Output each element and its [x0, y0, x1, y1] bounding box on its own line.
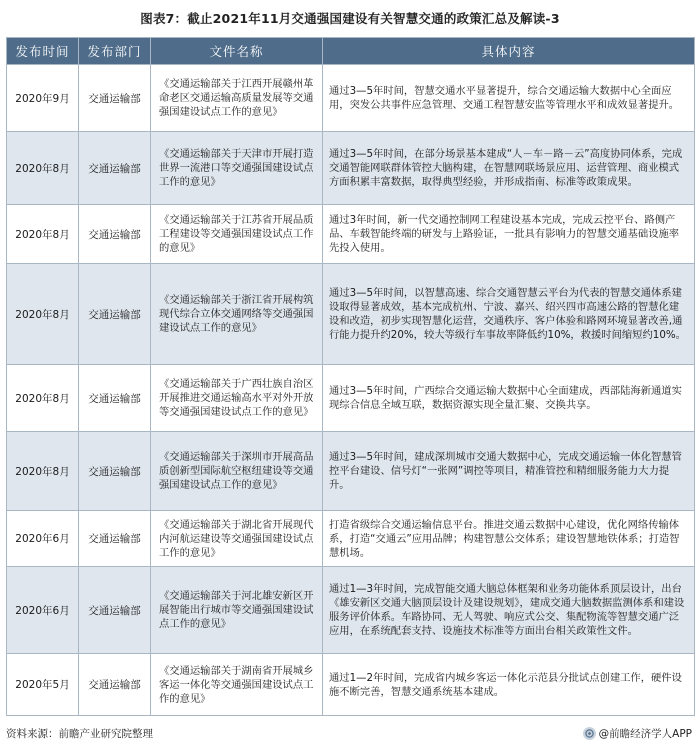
row-name: 《交通运输部关于江苏省开展品质工程建设等交通强国建设试点工作的意见》 — [151, 205, 323, 264]
row-date: 2020年5月 — [7, 654, 79, 716]
row-dept: 交通运输部 — [79, 132, 151, 205]
row-date: 2020年6月 — [7, 511, 79, 567]
row-date: 2020年6月 — [7, 567, 79, 654]
row-dept: 交通运输部 — [79, 567, 151, 654]
table-header-row — [7, 38, 695, 65]
row-content: 通过3—5年时间，在部分场景基本建成“人－车－路－云”高度协同体系，完成交通智能网联群体管控大脑构建，在智慧网联场景应用、运营管理、商业模式方面积累丰富数据，取得典型经验，并形成指南、标准等政策成果。 — [323, 132, 695, 205]
row-content: 打造省级综合交通运输信息平台。推进交通云数据中心建设，优化网络传输体系，打造“交通云”应用品牌；构建智慧公交体系；建设智慧地铁体系；打造智慧机场。 — [323, 511, 695, 567]
row-name: 《交通运输部关于深圳市开展高品质创新型国际航空枢纽建设等交通强国建设试点工作的意见》 — [151, 432, 323, 511]
row-content: 通过1—2年时间，完成省内城乡客运一体化示范县分批试点创建工作，硬件设施不断完善，智慧交通系统基本建成。 — [323, 654, 695, 716]
header-content: 具体内容 — [323, 38, 695, 65]
row-content: 通过3年时间，新一代交通控制网工程建设基本完成，完成云控平台、路侧产品、车载智能终端的研发与上路验证，一批具有影响力的智慧交通基础设施率先投入使用。 — [323, 205, 695, 264]
row-dept: 交通运输部 — [79, 511, 151, 567]
header-dept: 发布部门 — [79, 38, 151, 65]
row-date: 2020年8月 — [7, 205, 79, 264]
source-note: 资料来源：前瞻产业研究院整理 — [6, 727, 153, 740]
row-name: 《交通运输部关于河北雄安新区开展智能出行城市等交通强国建设试点工作的意见》 — [151, 567, 323, 654]
row-dept: 交通运输部 — [79, 264, 151, 365]
row-date: 2020年8月 — [7, 432, 79, 511]
table-row — [7, 132, 695, 205]
brand-credit — [583, 726, 692, 741]
table-row — [7, 511, 695, 567]
row-name: 《交通运输部关于湖南省开展城乡客运一体化等交通强国建设试点工作的意见》 — [151, 654, 323, 716]
chart-title: 图表7：截止2021年11月交通强国建设有关智慧交通的政策汇总及解读-3 — [140, 11, 560, 26]
row-dept: 交通运输部 — [79, 654, 151, 716]
table-row — [7, 65, 695, 132]
qianzhan-logo-icon — [583, 727, 596, 740]
row-dept: 交通运输部 — [79, 65, 151, 132]
header-name: 文件名称 — [151, 38, 323, 65]
row-content: 通过3—5年时间，智慧交通水平显著提升，综合交通运输大数据中心全面应用，突发公共事件应急管理、交通工程智慧安监等管理水平和成效显著提升。 — [323, 65, 695, 132]
table-row — [7, 654, 695, 716]
row-date: 2020年8月 — [7, 264, 79, 365]
row-content: 通过3—5年时间，以智慧高速、综合交通智慧云平台为代表的智慧交通体系建设取得显著成效，基本完成杭州、宁波、嘉兴、绍兴四市高速公路的智慧化建设和改造，初步实现智慧化运营，交通秩序、客户体验和路网环境显著改善,通行能力提升约20%，较大等级行车事故率降低约10%，救援时间缩短约10%。 — [323, 264, 695, 365]
policy-table — [6, 37, 695, 716]
row-date: 2020年8月 — [7, 365, 79, 432]
row-dept: 交通运输部 — [79, 432, 151, 511]
row-content: 通过3—5年时间，建成深圳城市交通大数据中心，完成交通运输一体化智慧管控平台建设、信号灯“一张网”调控等项目，精准管控和精细服务能力大力提升。 — [323, 432, 695, 511]
table-row — [7, 264, 695, 365]
table-row — [7, 567, 695, 654]
row-name: 《交通运输部关于广西壮族自治区开展推进交通运输高水平对外开放等交通强国建设试点工作的意见》 — [151, 365, 323, 432]
brand-label: @前瞻经济学人APP — [598, 727, 692, 740]
row-name: 《交通运输部关于浙江省开展构筑现代综合立体交通网络等交通强国建设试点工作的意见》 — [151, 264, 323, 365]
row-content: 通过3—5年时间，广西综合交通运输大数据中心全面建成，西部陆海新通道实现综合信息全域互联，数据资源实现全量汇聚、交换共享。 — [323, 365, 695, 432]
row-content: 通过1—3年时间，完成智能交通大脑总体框架和业务功能体系顶层设计，出台《雄安新区交通大脑顶层设计及建设规划》，建成交通大脑数据监测体系和建设服务评价体系。车路协同、无人驾驶、响应式公交、集配物流等智慧交通广泛应用，在系统配套支持、设施技术标准等方面出台相关政策性文件。 — [323, 567, 695, 654]
row-dept: 交通运输部 — [79, 365, 151, 432]
footer — [6, 718, 692, 748]
row-name: 《交通运输部关于江西开展赣州革命老区交通运输高质量发展等交通强国建设试点工作的意见》 — [151, 65, 323, 132]
row-date: 2020年8月 — [7, 132, 79, 205]
table-row — [7, 205, 695, 264]
row-dept: 交通运输部 — [79, 205, 151, 264]
row-date: 2020年9月 — [7, 65, 79, 132]
row-name: 《交通运输部关于天津市开展打造世界一流港口等交通强国建设试点工作的意见》 — [151, 132, 323, 205]
row-name: 《交通运输部关于湖北省开展现代内河航运建设等交通强国建设试点工作的意见》 — [151, 511, 323, 567]
header-date: 发布时间 — [7, 38, 79, 65]
table-row — [7, 365, 695, 432]
table-row — [7, 432, 695, 511]
